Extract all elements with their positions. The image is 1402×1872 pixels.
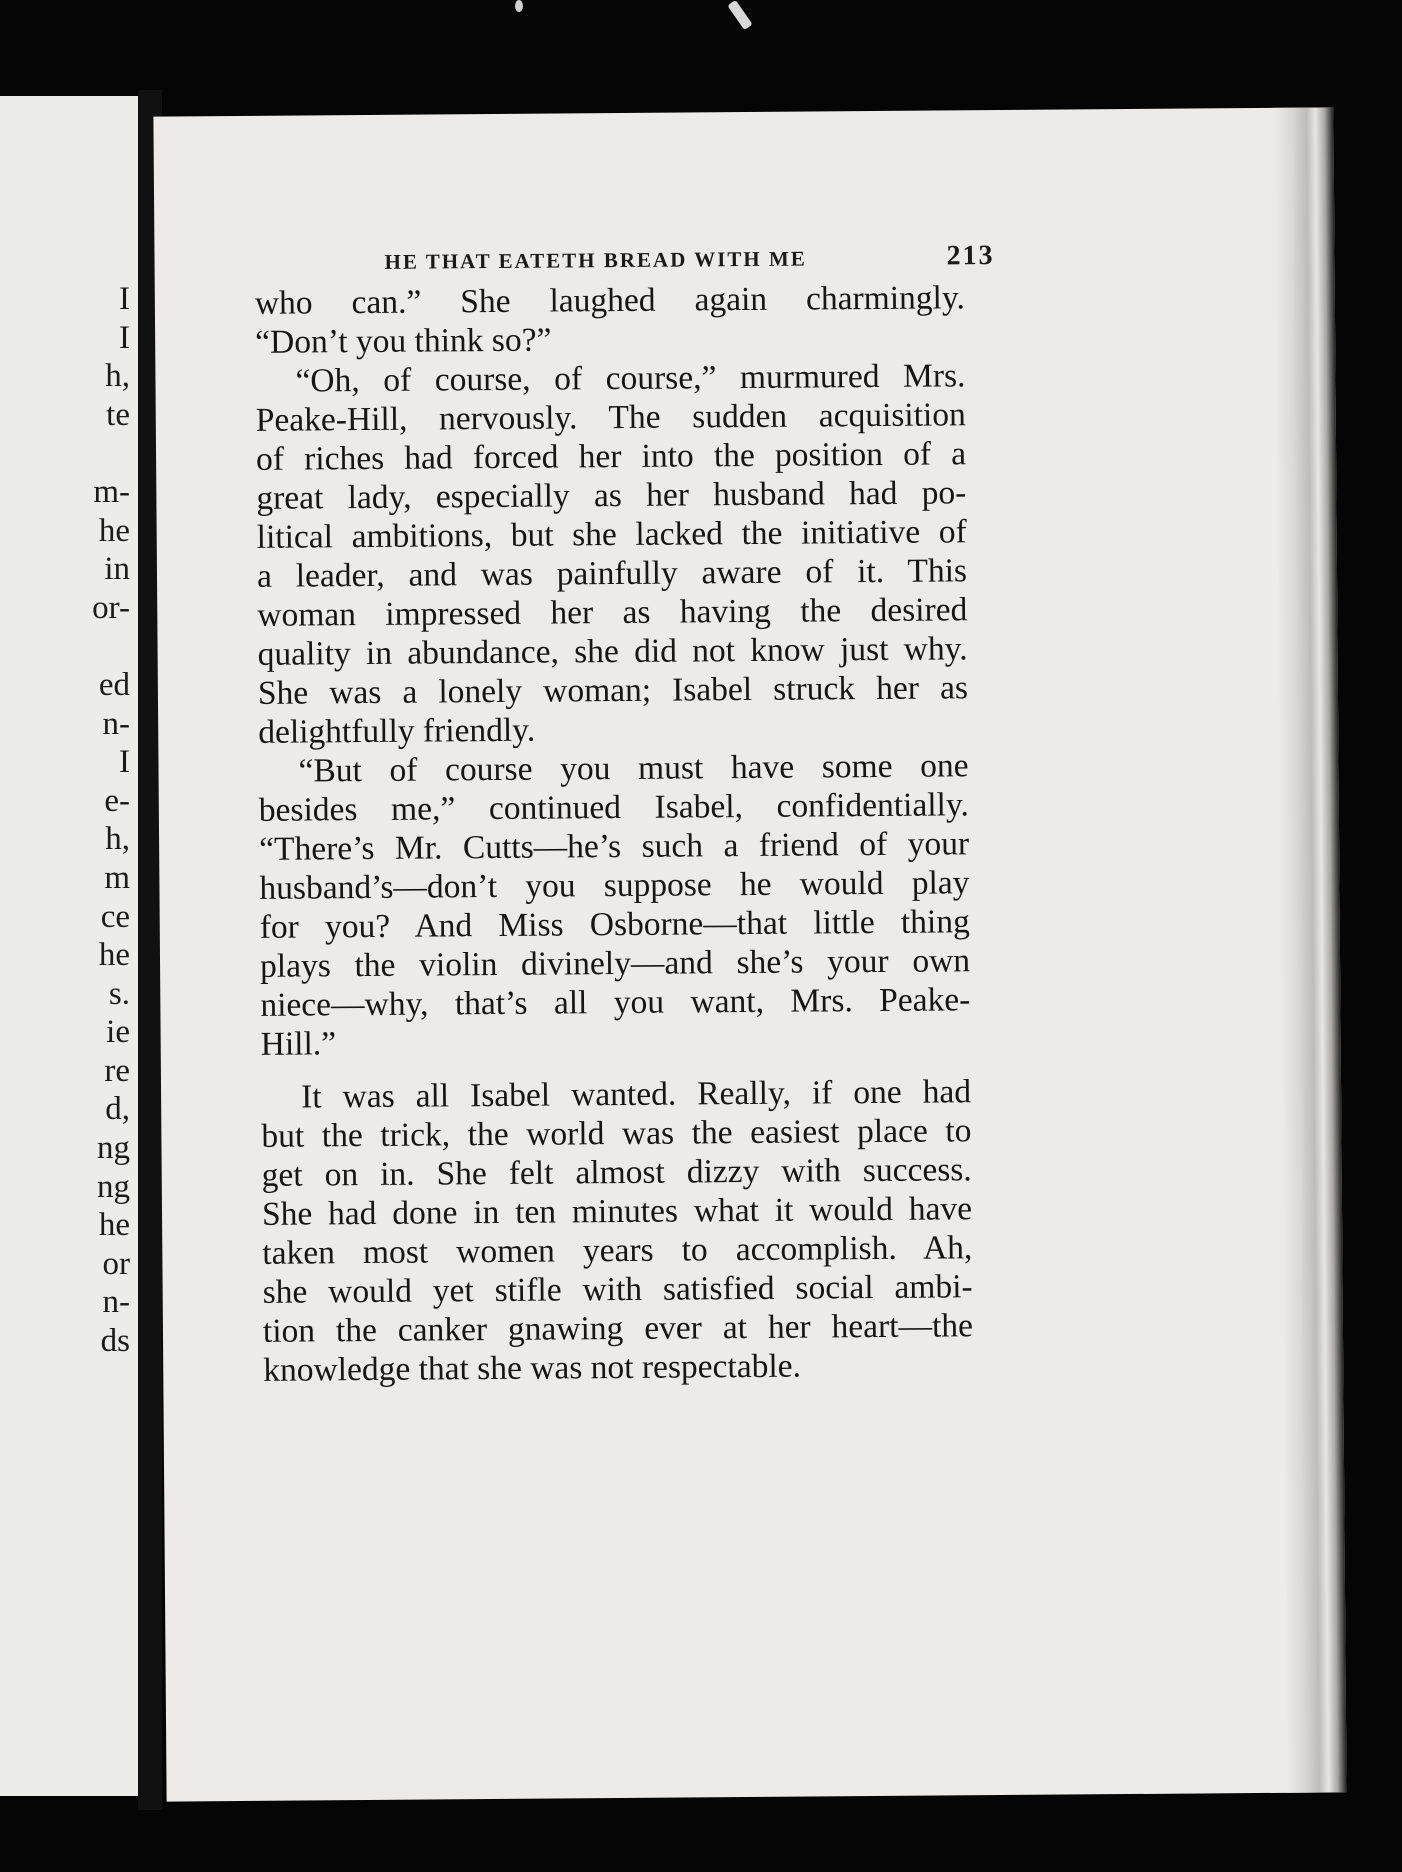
text-line: tion the canker gnawing ever at her heart—the	[262, 1307, 974, 1350]
text-line: quality in abundance, she did not know just why.	[257, 630, 968, 673]
text-line: who can.” She laughed again charmingly.	[254, 279, 965, 322]
text-line: Hill.”	[260, 1025, 337, 1063]
previous-page-fragment: he	[98, 1207, 130, 1244]
text-line: litical ambitions, but she lacked the initiative of	[256, 513, 967, 556]
text-line: It was all Isabel wanted. Really, if one had	[300, 1073, 972, 1116]
text-line: She had done in ten minutes what it would have	[261, 1190, 973, 1233]
page-body-text	[255, 278, 974, 1390]
previous-page-fragment: ie	[106, 1014, 130, 1051]
previous-page-fragment: h,	[105, 821, 130, 858]
previous-page-fragment: ng	[97, 1168, 130, 1205]
text-line: niece—why, that’s all you want, Mrs. Peake-	[260, 981, 971, 1024]
previous-page-fragment: I	[119, 319, 130, 356]
running-head-title: HE THAT EATETH BREAD WITH ME	[384, 246, 807, 274]
previous-page-fragment: d,	[105, 1091, 130, 1128]
previous-page-fragment: I	[119, 744, 130, 781]
previous-page-fragment: I	[119, 281, 130, 317]
previous-page-fragment: e-	[104, 782, 130, 819]
text-line: “Oh, of course, of course,” murmured Mrs.	[295, 357, 966, 400]
text-line: delightfully friendly.	[258, 711, 536, 751]
text-line: plays the violin divinely—and she’s your own	[259, 942, 971, 985]
previous-page-fragment: he	[98, 937, 130, 974]
previous-page-fragment: or	[102, 1245, 130, 1282]
text-line: a leader, and was painfully aware of it. This	[256, 552, 968, 595]
text-line: of riches had forced her into the position of a	[255, 435, 967, 478]
text-line: taken most women years to accomplish. Ah,	[262, 1229, 973, 1272]
text-line: she would yet stifle with satisfied social ambi-	[262, 1268, 973, 1311]
text-line: She was a lonely woman; Isabel struck her as	[257, 669, 969, 712]
previous-page-fragment: h,	[105, 358, 130, 395]
text-line: great lady, especially as her husband had po-	[256, 474, 967, 517]
text-line: husband’s—don’t you suppose he would play	[259, 864, 970, 907]
text-line: woman impressed her as having the desired	[257, 591, 968, 634]
previous-page-fragment: re	[104, 1052, 130, 1089]
previous-page-fragment: ds	[100, 1323, 130, 1360]
page-number: 213	[946, 240, 995, 272]
text-line: get on in. She felt almost dizzy with success.	[261, 1151, 972, 1194]
running-head	[384, 240, 994, 277]
previous-page-fragment: ng	[97, 1130, 130, 1167]
previous-page-fragment: m-	[93, 473, 130, 510]
text-line: Peake-Hill, nervously. The sudden acquisition	[255, 396, 966, 439]
text-line: “Don’t you think so?”	[255, 321, 552, 361]
scan-speck	[727, 0, 752, 30]
text-line: but the trick, the world was the easiest place to	[261, 1112, 972, 1155]
previous-page-fragment: in	[104, 551, 130, 588]
previous-page-fragment: s.	[108, 975, 130, 1012]
previous-page-fragment: ce	[100, 898, 130, 935]
previous-page-fragment: te	[106, 396, 130, 433]
previous-page-fragment: ed	[98, 666, 130, 703]
previous-page-fragment: n-	[102, 705, 130, 742]
page-edge	[1273, 107, 1346, 1792]
previous-page-fragment: or-	[92, 589, 130, 626]
book-page	[153, 107, 1346, 1801]
previous-page-fragment	[92, 627, 130, 666]
previous-page-fragment	[92, 434, 130, 473]
previous-page-fragment: m	[104, 859, 130, 896]
previous-page-line-ends	[92, 280, 130, 1361]
text-line: “There’s Mr. Cutts—he’s such a friend of your	[259, 825, 970, 868]
previous-page	[0, 96, 138, 1796]
text-line: knowledge that she was not respectable.	[263, 1347, 802, 1389]
text-line: for you? And Miss Osborne—that little thing	[259, 903, 970, 946]
previous-page-fragment: n-	[102, 1284, 130, 1321]
text-line: besides me,” continued Isabel, confidentially.	[258, 786, 969, 829]
scan-speck	[515, 0, 523, 12]
text-line: “But of course you must have some one	[298, 747, 969, 790]
previous-page-fragment: he	[98, 512, 130, 549]
